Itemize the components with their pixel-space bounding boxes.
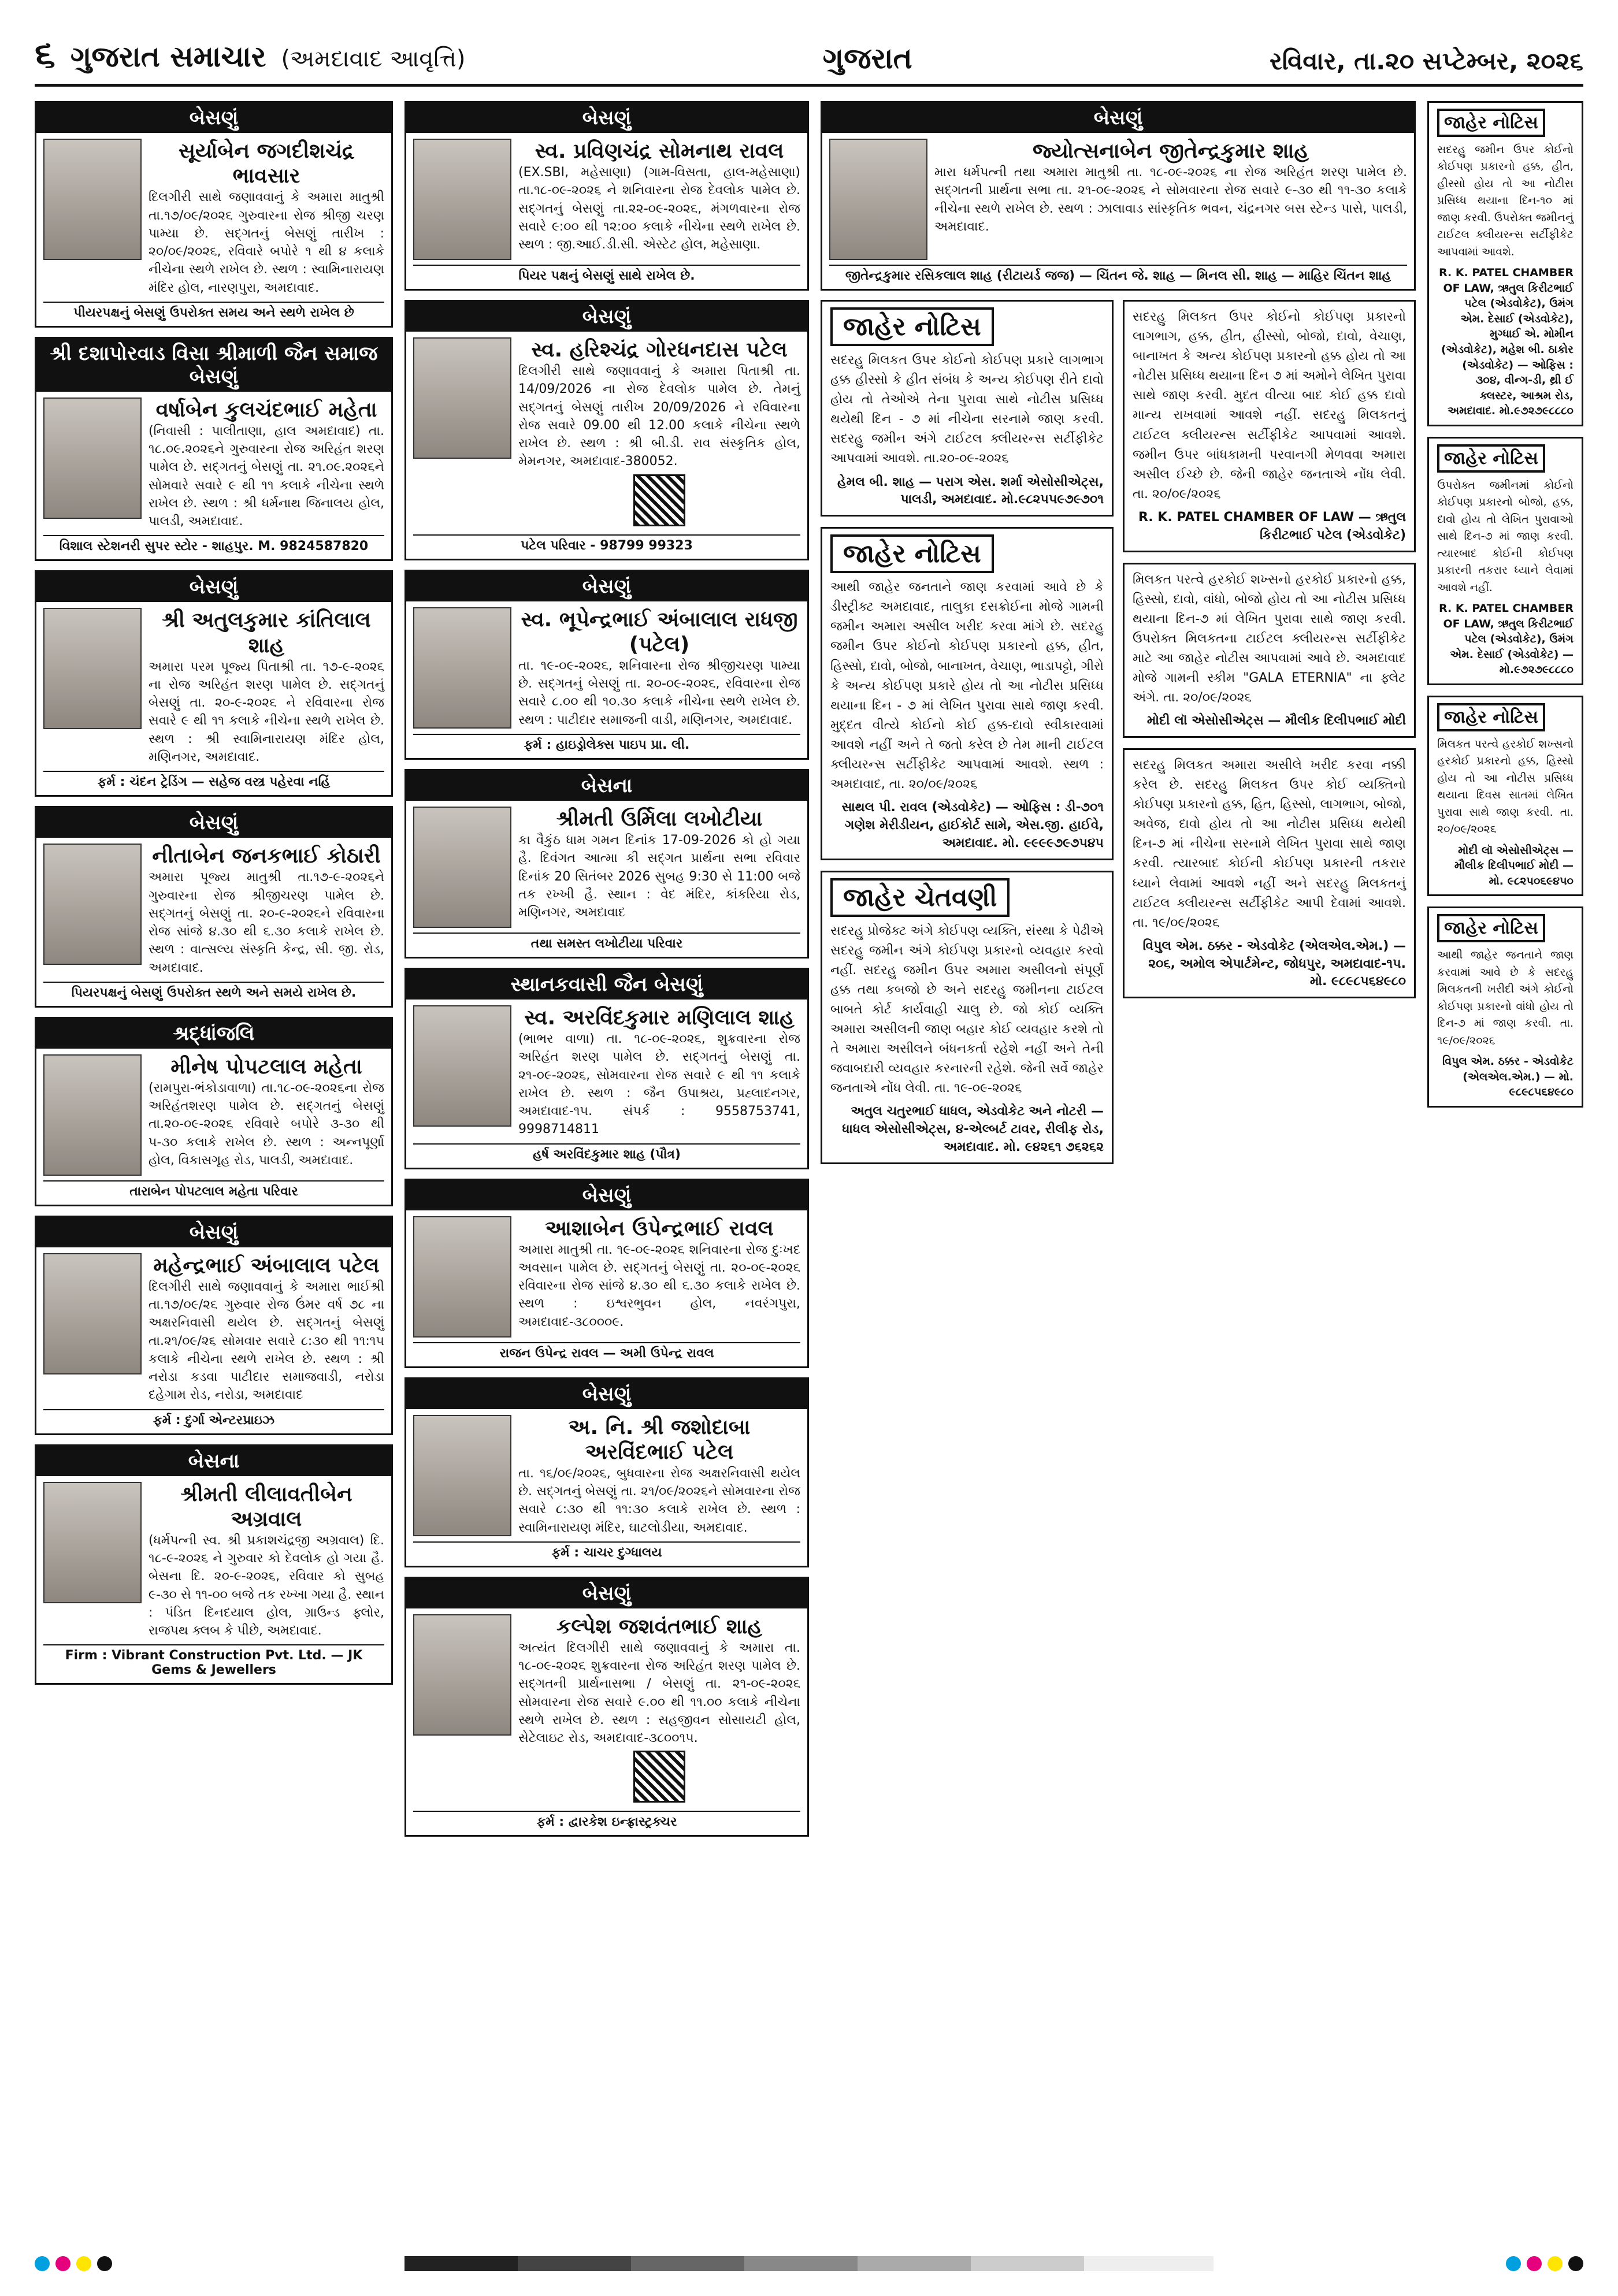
notice-signature: R. K. PATEL CHAMBER OF LAW — ઋતુલ કિરીટભાઈ પટેલ (એડવોકેટ) bbox=[1138, 510, 1406, 543]
portrait-photo bbox=[43, 397, 142, 519]
registration-dots-right bbox=[1506, 2256, 1583, 2271]
portrait-photo bbox=[413, 337, 511, 459]
obituary-notice bbox=[404, 1377, 809, 1567]
notice-footer: વિશાલ સ્ટેશનરી સુપર સ્ટોર - શાહપુર. M. 9824587820 bbox=[43, 535, 384, 553]
obituary-notice bbox=[404, 1179, 809, 1368]
notice-footer: ફર્મ : ચાચર દુગ્ધાલય bbox=[413, 1541, 800, 1560]
notice-content bbox=[518, 1005, 800, 1139]
notice-body: ઉપરોક્ત જમીનમાં કોઈનો કોઈપણ પ્રકારનો બોજો, હક્ક, દાવો હોય તો લેખિત પુરાવાઓ સાથે દિન-૭ માં જાણ કરવી. ત્યારબાદ કોઈની કોઈપણ પ્રકારની તકરાર ધ્યાને લેવામાં આવશે નહીં. bbox=[1437, 479, 1574, 594]
obituary-notice bbox=[404, 101, 809, 291]
notice-body: સદરહુ મિલકત ઉપર કોઈનો કોઈપણ પ્રકારનો લાગભાગ, હક્ક, હીત, હીસ્સો, બોજો, દાવો, વેચાણ, બાનાખત કે અન્ય કોઈપણ પ્રકારનો હક્ક હોય તો આ નોટીસ પ્રસિધ્ધ થયાના દિન ૭ માં અમોને લેખિત પુરાવા સાથે જાણ કરવી. મુદત વીત્યા બાદ કોઈ હક્ક દાવો માન્ય રાખવામાં આવશે નહીં. સદરહુ મિલકતનું ટાઈટલ ક્લીયરન્સ સર્ટીફીકેટ આપવામાં આવશે. જમીન ઉપર બાંધકામની પરવાનગી મેળવવા અમારા અસીલ ઈચ્છે છે. જેની જાહેર જનતાએ નોંધ લેવી. તા. ૨૦/૦૯/૨૦૨૬ bbox=[1133, 310, 1406, 501]
notice-content bbox=[149, 1482, 384, 1640]
obituary-notice bbox=[821, 101, 1416, 291]
notice-text: અત્યંત દિલગીરી સાથે જણાવવાનું કે અમારા તા. ૧૮-૦૯-૨૦૨૬ શુક્રવારના રોજ અરિહંત શરણ પામેલ છે. સદ્‌ગતની પ્રાર્થનાસભા / બેસણું તા. ૨૧-૦૯-૨૦૨૬ સોમવારના રોજ સવારે ૯.૦૦ થી ૧૧.૦૦ કલાકે નીચેના સ્થળે રાખેલ છે. સ્થળ : સહજીવન સોસાયટી હોલ, સેટેલાઇટ રોડ, અમદાવાદ-૩૮૦૦૧૫. bbox=[518, 1641, 800, 1746]
notice-row bbox=[43, 1482, 384, 1640]
notice-text: (ધર્મપત્ની સ્વ. શ્રી પ્રકાશચંદ્રજી અગ્રવાલ) દિ. ૧૮-૯-૨૦૨૬ ને ગુરુવાર કો દેવલોક હો ગયા હૈ. બેસના દિ. ૨૦-૯-૨૦૨૬, રવિવાર કો સુબહ ૯-૩૦ સે ૧૧-૦૦ બજે તક રખ્ખા ગયા હૈ. સ્થાન : પંડિત દિનદયાલ હોલ, ગ્રાઉન્ડ ફ્લોર, રાજપથ ક્લબ કે પીછે, અમદાવાદ. bbox=[149, 1533, 384, 1639]
notice-signature: વિપુલ એમ. ઠક્કર - એડવોકેટ (એલએલ.એમ.) — મો. ૯૮૯૮૫૬૪૯૮૦ bbox=[1442, 1055, 1574, 1099]
notice-footer: રાજન ઉપેન્દ્ર રાવલ — અમી ઉપેન્દ્ર રાવલ bbox=[413, 1342, 800, 1361]
notice-content bbox=[934, 139, 1407, 260]
legal-notices-grid bbox=[821, 300, 1416, 1175]
notice-footer: ફર્મ : દ્વારકેશ ઇન્ફ્રાસ્ટ્રક્ચર bbox=[413, 1811, 800, 1829]
notice-band: બેસણું bbox=[406, 1180, 807, 1210]
deceased-name: સ્વ. પ્રવિણચંદ્ર સોમનાથ રાવલ bbox=[535, 139, 784, 163]
notice-footer: પીયરપક્ષનું બેસણું ઉપરોક્ત સમય અને સ્થળે રાખેલ છે bbox=[43, 302, 384, 320]
deceased-name: નીતાબેન જનકભાઈ કોઠારી bbox=[152, 844, 381, 868]
notice-heading: જાહેર ચેતવણી bbox=[830, 878, 1010, 917]
notice-footer: પિયર પક્ષનું બેસણું સાથે રાખેલ છે. bbox=[413, 265, 800, 283]
notice-row bbox=[43, 397, 384, 531]
notice-text: (ભાભર વાળા) તા. ૧૮-૦૯-૨૦૨૬, શુક્રવારના રોજ અરિહંત શરણ પામેલ છે. સદ્‌ગતનું બેસણું તા. ૨૧-૦૯-૨૦૨૬, સોમવારના રોજ સવારે ૯ થી ૧૧ કલાકે રાખેલ છે. સ્થળ : જૈન ઉપાશ્રય, પ્રહ્લાદનગર, અમદાવાદ-૧૫. સંપર્ક : 9558753741, 9998714811 bbox=[518, 1032, 800, 1137]
legal-notices-left bbox=[821, 300, 1114, 1175]
notice-row bbox=[413, 1216, 800, 1338]
black-dot-icon bbox=[1568, 2256, 1583, 2271]
notice-text: દિલગીરી સાથે જણાવવાનું કે અમારા માતુશ્રી તા.૧૭/૦૯/૨૦૨૬ ગુરુવારના રોજ શ્રીજી ચરણ પામ્યા છે. સદ્‌ગતનું બેસણું તારીખ : ૨૦/૦૯/૨૦૨૬, રવિવારે બપોરે ૧ થી ૪ કલાકે નીચેના સ્થળે રાખેલ છે. સ્થળ : સ્વામિનારાયણ મંદિર હોલ, નારણપુરા, અમદાવાદ. bbox=[149, 190, 384, 295]
cyan-dot-icon bbox=[1506, 2256, 1521, 2271]
notice-band: બેસણું bbox=[822, 103, 1414, 133]
notice-text: અમારા માતુશ્રી તા. ૧૯-૦૯-૨૦૨૬ શનિવારના રોજ દુઃખદ અવસાન પામેલ છે. સદ્‌ગતનું બેસણું તા. ૨૦-૦૯-૨૦૨૬ રવિવારના રોજ સાંજે ૪.૩૦ થી ૬.૩૦ કલાકે રાખેલ છે. સ્થળ : ઇશ્વરભુવન હોલ, નવરંગપુરા, અમદાવાદ-૩૮૦૦૦૯. bbox=[518, 1242, 800, 1329]
notice-content bbox=[149, 397, 384, 531]
notice-band: શ્રી દશાપોરવાડ વિસા શ્રીમાળી જૈન સમાજ બેસણું bbox=[36, 339, 391, 392]
qr-code-icon bbox=[633, 474, 685, 526]
portrait-photo bbox=[43, 1253, 142, 1374]
portrait-photo bbox=[413, 1216, 511, 1338]
notice-content bbox=[518, 139, 800, 260]
public-warning bbox=[821, 871, 1114, 1164]
notice-heading: જાહેર નોટિસ bbox=[830, 534, 994, 573]
notice-band: બેસણું bbox=[36, 808, 391, 838]
portrait-photo bbox=[43, 1482, 142, 1603]
notice-body: સદરહુ મિલકત અમારા અસીલે ખરીદ કરવા નક્કી કરેલ છે. સદરહુ મિલકત ઉપર કોઈ વ્યક્તિનો કોઈપણ પ્રકારનો હક્ક, હિત, હિસ્સો, લાગભાગ, બોજો, અવેજ, દાવો હોય તો આ નોટીસ પ્રસિધ્ધ થયેથી દિન-૭ માં નીચેના સરનામે લેખિત પુરાવા સાથે જાણ કરવી. ત્યારબાદ કોઈની કોઈપણ પ્રકારની તકરાર ધ્યાને લેવામાં આવશે નહીં અને સદરહુ મિલકતનું ટાઈટલ ક્લીયરન્સ સર્ટીફીકેટ આપી દેવામાં આવશે. તા. ૧૯/૦૯/૨૦૨૬ bbox=[1133, 757, 1406, 930]
notice-band: સ્થાનકવાસી જૈન બેસણું bbox=[406, 969, 807, 1000]
notice-band: બેસણું bbox=[406, 103, 807, 133]
obituary-notice bbox=[35, 1216, 393, 1435]
portrait-photo bbox=[413, 807, 511, 928]
notice-footer: પિયરપક્ષનું બેસણું ઉપરોક્ત સ્થળે અને સમયે રાખેલ છે. bbox=[43, 982, 384, 1000]
public-notice bbox=[1427, 437, 1583, 685]
notice-heading: જાહેર નોટિસ bbox=[1437, 444, 1545, 473]
deceased-name: સ્વ. હરિશ્ચંદ્ર ગોરધનદાસ પટેલ bbox=[531, 338, 788, 362]
cyan-dot-icon bbox=[35, 2256, 50, 2271]
legal-notices-right bbox=[1123, 300, 1416, 1009]
deceased-name: વર્ષાબેન કુલચંદભાઈ મહેતા bbox=[155, 397, 377, 422]
public-notice bbox=[821, 527, 1114, 860]
notice-band: બેસણું bbox=[36, 572, 391, 602]
deceased-name: મીનેષ પોપટલાલ મહેતા bbox=[170, 1054, 362, 1079]
deceased-name: શ્રીમતી લીલાવતીબેન અગ્રવાલ bbox=[180, 1482, 352, 1531]
deceased-name: જ્યોત્સનાબેન જીતેન્દ્રકુમાર શાહ bbox=[1033, 139, 1309, 163]
notice-signature: હેમલ બી. શાહ — પરાગ એસ. શર્મા એસોસીએટ્સ, પાલડી, અમદાવાદ. મો.૯૮૨૫૫૯૭૯૭૦૧ bbox=[837, 474, 1104, 507]
notice-signature: મોદી લૉ એસોસીએટ્સ — મૌલીક દિલીપભાઈ મોદી bbox=[1146, 714, 1406, 729]
notice-row bbox=[413, 139, 800, 260]
deceased-name: સ્વ. ભૂપેન્દ્રભાઈ અંબાલાલ રાધજી (પટેલ) bbox=[521, 607, 798, 656]
qr-code-icon bbox=[633, 1751, 685, 1803]
notice-content bbox=[518, 807, 800, 928]
deceased-name: મહેન્દ્રભાઈ અંબાલાલ પટેલ bbox=[153, 1253, 380, 1277]
notice-signature: મોદી લૉ એસોસીએટ્સ — મૌલીક દિલીપભાઈ મોદી — મો. ૯૮૨૫૦૬૯૪૫૦ bbox=[1454, 844, 1574, 887]
notice-band: બેસણું bbox=[406, 1578, 807, 1608]
edition-label: (અમદાવાદ આવૃત્તિ) bbox=[281, 46, 466, 72]
notice-row bbox=[43, 1253, 384, 1405]
notice-content bbox=[149, 608, 384, 766]
yellow-dot-icon bbox=[76, 2256, 91, 2271]
obituary-notice bbox=[35, 101, 393, 328]
notice-text: (EX.SBI, મહેસાણા) (ગામ-વિસતા, હાલ-મહેસાણા) તા.૧૮-૦૯-૨૦૨૬ ને શનિવારના રોજ દેવલોક પામેલ છે. સદ્‌ગતનું બેસણું તા.૨૨-૦૯-૨૦૨૬, મંગળવારના રોજ સવારે ૯:૦૦ થી ૧૨:૦૦ કલાકે નીચેના સ્થળે રાખેલ છે. સ્થળ : જી.આઈ.ડી.સી. એસ્ટેટ હોલ, મહેસાણા. bbox=[518, 165, 800, 252]
notice-heading: જાહેર નોટિસ bbox=[830, 307, 994, 346]
notice-footer: તથા સમસ્ત લખોટીયા પરિવાર bbox=[413, 932, 800, 951]
deceased-name: અ. નિ. શ્રી જશોદાબા અરવિંદભાઈ પટેલ bbox=[568, 1415, 751, 1464]
black-dot-icon bbox=[97, 2256, 112, 2271]
notice-signature: અતુલ ચતુરભાઈ ધાધલ, એડવોકેટ અને નોટરી — ધાધલ એસોસીએટ્સ, ૪-એલ્બર્ટ ટાવર, રીલીફ રોડ, અમદાવાદ. મો. ૯૪૨૬૧ ૭૬૨૬૨ bbox=[842, 1104, 1104, 1155]
obituary-notice bbox=[404, 968, 809, 1169]
portrait-photo bbox=[413, 1415, 511, 1536]
portrait-photo bbox=[43, 139, 142, 260]
notice-band: બેસણું bbox=[36, 1217, 391, 1247]
magenta-dot-icon bbox=[55, 2256, 70, 2271]
obituary-notice bbox=[35, 1017, 393, 1206]
notice-body: સદરહુ પ્રોજેક્ટ અંગે કોઈપણ વ્યક્તિ, સંસ્થા કે પેઢીએ સદરહુ જમીન અંગે કોઈપણ પ્રકારનો વ્યવહાર કરવો નહીં. સદરહુ જમીન ઉપર અમારા અસીલનો સંપૂર્ણ હક્ક તથા કબજો છે અને સદરહુ જમીનના ટાઈટલ બાબતે કોર્ટ કાર્યવાહી ચાલુ છે. જો કોઈ વ્યક્તિ અમારા અસીલની જાણ બહાર કોઈ વ્યવહાર કરશે તો તે અમારા અસીલને બંધનકર્તા રહેશે નહીં અને તેની જવાબદારી વ્યવહાર કરનારની રહેશે. જેની સર્વે જાહેર જનતાએ નોંધ લેવી. તા. ૧૯-૦૯-૨૦૨૬ bbox=[830, 923, 1104, 1096]
notice-footer: Firm : Vibrant Construction Pvt. Ltd. — JK Gems & Jewellers bbox=[43, 1644, 384, 1677]
page-number: ૬ bbox=[35, 33, 55, 76]
notice-footer: તારાબેન પોપટલાલ મહેતા પરિવાર bbox=[43, 1180, 384, 1199]
notice-body: સદરહુ જમીન ઉપર કોઈનો કોઈપણ પ્રકારનો હક્ક, હીત, હીસ્સો હોય તો આ નોટીસ પ્રસિધ્ધ થયાના દિન-૧૦ માં જાણ કરવી. ઉપરોક્ત જમીનનું ટાઈટલ ક્લીયરન્સ સર્ટીફીકેટ આપવામાં આવશે. bbox=[1437, 143, 1574, 258]
public-notice-continued bbox=[1123, 563, 1416, 738]
public-notice-continued bbox=[1123, 300, 1416, 552]
public-notice bbox=[1427, 906, 1583, 1107]
notice-footer: ફર્મ : ચંદન ટ્રેડિંગ — સહેજ વસ્ત્ર પહેરવા નહિં bbox=[43, 771, 384, 789]
newspaper-title: ગુજરાત સમાચાર bbox=[70, 40, 266, 73]
notice-text: અમારા પરમ પૂજ્ય પિતાશ્રી તા. ૧૭-૯-૨૦૨૬ ના રોજ અરિહંત શરણ પામેલ છે. સદ્‌ગતનું બેસણું તા. ૨૦-૯-૨૦૨૬ ને રવિવારના રોજ સવારે ૯ થી ૧૧ કલાકે નીચેના સ્થળે રાખેલ છે. સ્થળ : શ્રી સ્વામિનારાયણ મંદિર હોલ, મણિનગર, અમદાવાદ. bbox=[149, 659, 384, 764]
notice-text: દિલગીરી સાથે જણાવવાનું કે અમારા પિતાશ્રી તા. 14/09/2026 ના રોજ દેવલોક પામેલ છે. તેમનું સદ્‌ગતનું બેસણું તારીખ 20/09/2026 ને રવિવારના રોજ સવારે 09.00 થી 12.00 કલાકે નીચેના સ્થળે રાખેલ છે. સ્થળ : શ્રી બી.ડી. રાવ સંસ્કૃતિક હોલ, મેમનગર, અમદાવાદ-380052. bbox=[518, 364, 800, 469]
notice-row bbox=[43, 844, 384, 977]
deceased-name: સૂર્યાબેન જગદીશચંદ્ર ભાવસાર bbox=[178, 139, 355, 188]
notice-body: આથી જાહેર જનતાને જાણ કરવામાં આવે છે કે સદરહુ મિલકતની ખરીદી અંગે કોઈનો કોઈપણ પ્રકારનો વાંધો હોય તો દિન-૭ માં જાણ કરવી. તા. ૧૯/૦૯/૨૦૨૬ bbox=[1437, 949, 1574, 1047]
obituary-notice bbox=[404, 769, 809, 958]
public-notice bbox=[821, 300, 1114, 517]
notice-text: (નિવાસી : પાલીતાણા, હાલ અમદાવાદ) તા. ૧૮.૦૯.૨૦૨૬ને ગુરુવારના રોજ અરિહંત શરણ પામેલ છે. સદ્‌ગતનું બેસણું તા. ૨૧.૦૯.૨૦૨૬ને સોમવારે સવારે ૯ થી ૧૧ કલાકે નીચેના સ્થળે રાખેલ છે. સ્થળ : શ્રી ધર્મનાથ જિનાલય હોલ, પાલડી, અમદાવાદ. bbox=[149, 423, 384, 529]
notice-body: મિલકત પરત્વે હરકોઈ શખ્સનો હરકોઈ પ્રકારનો હક્ક, હિસ્સો, દાવો, વાંધો, બોજો હોય તો આ નોટીસ પ્રસિધ્ધ થયાના દિન-૭ માં લેખિત પુરાવા સાથે જાણ કરવી. ઉપરોક્ત મિલકતના ટાઈટલ ક્લીયરન્સ સર્ટીફીકેટ માટે આ જાહેર નોટીસ આપવામાં આવે છે. અમદાવાદ મોજે ગામની સ્કીમ "GALA ETERNIA" ના ફ્લેટ અંગે. તા. ૨૦/૦૯/૨૦૨૬ bbox=[1133, 572, 1406, 705]
notice-band: બેસણું bbox=[406, 302, 807, 332]
notice-text: અમારા પૂજ્ય માતુશ્રી તા.૧૭-૯-૨૦૨૬ને ગુરુવારના રોજ શ્રીજીચરણ પામેલ છે. સદ્‌ગતનું બેસણું તા. ૨૦-૯-૨૦૨૬ને રવિવારના રોજ સાંજે ૪.૩૦ થી ૬.૩૦ કલાકે રાખેલ છે. સ્થળ : વાત્સલ્ય સંસ્કૃતિ કેન્દ્ર, સી. જી. રોડ, અમદાવાદ. bbox=[149, 870, 384, 975]
notice-body: આથી જાહેર જનતાને જાણ કરવામાં આવે છે કે ડીસ્ટ્રીક્ટ અમદાવાદ, તાલુકા દસક્રોઈના મોજે ગામની જમીન અમારા અસીલ ખરીદ કરવા માંગે છે. સદરહુ જમીન ઉપર કોઈનો કોઈપણ પ્રકારનો હક્ક, હીત, હિસ્સો, દાવો, બોજો, બાનાખત, વેચાણ, ભાડાપટ્ટો, ગીરો કે અન્ય કોઈપણ પ્રકારે હોય તો આ નોટીસ પ્રસિધ્ધ થયાના દિન - ૭ માં લેખિત પુરાવા સાથે જાણ કરવી. મુદ્દત વીત્યે કોઈનો કોઈ હક્ક-દાવો સ્વીકારવામાં આવશે નહીં અને તે જતો કરેલ છે તેમ માની ટાઈટલ ક્લીયરન્સ સર્ટીફીકેટ આપવામાં આવશે. સ્થળ : અમદાવાદ, તા. ૨૦/૦૯/૨૦૨૬ bbox=[830, 580, 1104, 792]
magenta-dot-icon bbox=[1527, 2256, 1542, 2271]
obituary-notice bbox=[35, 570, 393, 797]
column-3 bbox=[821, 101, 1416, 1175]
notice-text: તા. ૧૯-૦૯-૨૦૨૬, શનિવારના રોજ શ્રીજીચરણ પામ્યા છે. સદ્‌ગતનું બેસણું તા. ૨૦-૦૯-૨૦૨૬, રવિવારના રોજ સવારે ૮.૦૦ થી ૧૦.૩૦ કલાકે નીચેના સ્થળે રાખેલ છે. સ્થળ : પાટીદાર સમાજની વાડી, મણિનગર, અમદાવાદ. bbox=[518, 658, 800, 727]
notice-band: બેસણું bbox=[406, 1379, 807, 1409]
yellow-dot-icon bbox=[1548, 2256, 1563, 2271]
notice-band: બેસણું bbox=[406, 571, 807, 601]
notice-row bbox=[43, 1054, 384, 1176]
print-registration-bar bbox=[35, 2253, 1583, 2274]
notice-band: બેસના bbox=[406, 771, 807, 801]
public-notice-continued bbox=[1123, 748, 1416, 998]
notice-footer: પટેલ પરિવાર - 98799 99323 bbox=[413, 534, 800, 553]
notice-content bbox=[518, 337, 800, 530]
notice-content bbox=[149, 1054, 384, 1176]
portrait-photo bbox=[413, 139, 511, 260]
obituary-notice bbox=[404, 1577, 809, 1837]
notice-heading: જાહેર નોટિસ bbox=[1437, 109, 1545, 137]
notice-band: શ્રદ્ધાંજલિ bbox=[36, 1019, 391, 1049]
notice-footer: ફર્મ : દુર્ગા એન્ટરપ્રાઇઝ bbox=[43, 1409, 384, 1428]
notice-row bbox=[413, 337, 800, 530]
portrait-photo bbox=[413, 1614, 511, 1736]
notice-text: કા વૈકુંઠ ધામ ગમન દિનાંક 17-09-2026 કો હો ગયા હૈ. દિવંગત આત્મા કી સદ્ગત પ્રાર્થના સભા રવિવાર દિનાંક 20 સિતંબર 2026 સુબહ 9:30 સે 11:00 બજે તક રખ્ખી હૈ. સ્થાન : વેદ મંદિર, કાંકરિયા રોડ, મણિનગર, અમદાવાદ bbox=[518, 833, 800, 920]
notice-content bbox=[149, 1253, 384, 1405]
notice-row bbox=[829, 139, 1407, 260]
portrait-photo bbox=[829, 139, 927, 260]
public-notice bbox=[1427, 696, 1583, 896]
notice-content bbox=[518, 1415, 800, 1537]
portrait-photo bbox=[43, 844, 142, 965]
masthead-left bbox=[35, 33, 465, 76]
deceased-name: આશાબેન ઉપેન્દ્રભાઈ રાવલ bbox=[545, 1216, 774, 1240]
notice-text: મારા ધર્મપત્ની તથા અમારા માતુશ્રી તા. ૧૮-૦૯-૨૦૨૬ ના રોજ અરિહંત શરણ પામેલ છે. સદ્‌ગતની પ્રાર્થના સભા તા. ૨૧-૦૯-૨૦૨૬ ને સોમવારના રોજ સવારે ૯-૩૦ થી ૧૧-૩૦ કલાકે નીચેના સ્થળે રાખેલ છે. સ્થળ : ઝાલાવાડ સાંસ્કૃતિક ભવન, ચંદ્રનગર બસ સ્ટેન્ડ પાસે, પાલડી, અમદાવાદ. bbox=[934, 165, 1407, 234]
portrait-photo bbox=[43, 1054, 142, 1176]
grey-scale-bar bbox=[404, 2256, 1214, 2271]
notice-row bbox=[413, 607, 800, 729]
portrait-photo bbox=[413, 607, 511, 729]
notice-signature: સાથલ પી. રાવલ (એડવોકેટ) — ઓફિસ : ડી-૭૦૧ ગણેશ મેરીડીયન, હાઈકોર્ટ સામે, એસ.જી. હાઈવે, અમદાવાદ. મો. ૯૯૯૯૭૯૭૫૪૫ bbox=[841, 800, 1104, 850]
notice-row bbox=[43, 608, 384, 766]
notice-text: દિલગીરી સાથે જણાવવાનું કે અમારા ભાઈશ્રી તા.૧૭/૦૯/૨૬ ગુરુવાર રોજ ઉંમર વર્ષ ૭૮ ના અક્ષરનિવાસી થયેલ છે. સદ્‌ગતનું બેસણું તા.૨૧/૦૯/૨૬ સોમવાર સવારે ૮:૩૦ થી ૧૧:૧૫ કલાકે નીચેના સ્થળે રાખેલ છે. સ્થળ : શ્રી નરોડા કડવા પાટીદાર સમાજવાડી, નરોડા દહેગામ રોડ, નરોડા, અમદાવાદ bbox=[149, 1279, 384, 1403]
obituary-notice bbox=[404, 300, 809, 560]
notice-row bbox=[413, 1005, 800, 1139]
notice-footer: હર્ષ અરવિંદકુમાર શાહ (પૌત્ર) bbox=[413, 1143, 800, 1162]
notice-content bbox=[149, 139, 384, 297]
notice-text: તા. ૧૬/૦૯/૨૦૨૬, બુધવારના રોજ અક્ષરનિવાસી થયેલ છે. સદ્‌ગતનું બેસણું તા. ૨૧/૦૯/૨૦૨૬ને સોમવારના રોજ સવારે ૮:૩૦ થી ૧૧:૩૦ કલાકે રાખેલ છે. સ્થળ : સ્વામિનારાયણ મંદિર, ઘાટલોડીયા, અમદાવાદ. bbox=[518, 1466, 800, 1535]
notice-band: બેસના bbox=[36, 1446, 391, 1476]
portrait-photo bbox=[413, 1005, 511, 1127]
obituary-notice bbox=[404, 570, 809, 760]
column-1 bbox=[35, 101, 393, 1694]
notice-row bbox=[413, 1415, 800, 1537]
notice-heading: જાહેર નોટિસ bbox=[1437, 914, 1545, 942]
deceased-name: શ્રી અતુલકુમાર કાંતિલાલ શાહ bbox=[162, 608, 371, 657]
notice-signature: R. K. PATEL CHAMBER OF LAW, ઋતુલ કિરીટભાઈ પટેલ (એડવોકેટ), ઉમંગ એમ. દેસાઈ (એડવોકેટ), મુગ્ધાઈ એ. મોમીન (એડવોકેટ), મહેશ બી. ઠાકોર (એડવોકેટ) — ઓફિસ : ૩૦૪, વીન્ગ-ડી, થ્રી ઈ ક્લસ્ટર, આશ્રમ રોડ, અમદાવાદ. મો.૯૭૨૭૯૮૮૮૦ bbox=[1439, 266, 1574, 418]
portrait-photo bbox=[43, 608, 142, 729]
notice-footer: ફર્મ : હાઇડ્રોલેક્સ પાઇપ પ્રા. લી. bbox=[413, 734, 800, 752]
notice-signature: વિપુલ એમ. ઠક્કર - એડવોકેટ (એલએલ.એમ.) — ૨૦૬, અમોલ એપાર્ટમેન્ટ, જોધપુર, અમદાવાદ-૧૫. મો. ૯૮૯૮૫૬૪૯૮૦ bbox=[1142, 938, 1406, 989]
notice-heading: જાહેર નોટિસ bbox=[1437, 703, 1545, 731]
notice-band: બેસણું bbox=[36, 103, 391, 133]
notice-footer: જીતેન્દ્રકુમાર રસિકલાલ શાહ (રીટાયર્ડ જજ) — ચિંતન જે. શાહ — મિનલ સી. શાહ — માહિર ચિંતન શાહ bbox=[829, 265, 1407, 283]
notice-row bbox=[413, 1614, 800, 1807]
notice-text: (રામપુરા-ભંકોડાવાળા) તા.૧૮-૦૯-૨૦૨૬ના રોજ અરિહંતશરણ પામેલ છે. સદ્‌ગતનું બેસણું તા.૨૦-૦૯-૨૦૨૬ રવિવારે બપોરે ૩-૩૦ થી ૫-૩૦ કલાકે રાખેલ છે. સ્થળ : અન્નપૂર્ણા હોલ, વિકાસગૃહ રોડ, પાલડી, અમદાવાદ. bbox=[149, 1080, 384, 1168]
registration-dots-left bbox=[35, 2256, 112, 2271]
deceased-name: સ્વ. અરવિંદકુમાર મણિલાલ શાહ bbox=[524, 1005, 795, 1030]
column-4 bbox=[1427, 101, 1583, 1118]
notice-body: સદરહુ મિલકત ઉપર કોઈનો કોઈપણ પ્રકારે લાગભાગ હક્ક હીસ્સો કે હીત સંબંધ કે અન્ય કોઈપણ રીતે દાવો હોય તો તેઓએ તેના પુરાવા સાથે નોટીસ પ્રસિધ્ધ થયેથી દિન - ૭ માં નીચેના સરનામે જાણ કરવી. સદરહુ જમીન અંગે ટાઈટલ ક્લીયરન્સ સર્ટીફીકેટ આપવામાં આવશે. તા.૨૦-૦૯-૨૦૨૬ bbox=[830, 353, 1104, 466]
notice-content bbox=[518, 1216, 800, 1338]
section-title: ગુજરાત bbox=[822, 42, 912, 75]
notice-row bbox=[413, 807, 800, 928]
obituary-notice bbox=[35, 1444, 393, 1685]
notice-body: મિલકત પરત્વે હરકોઈ શખ્સનો હરકોઈ પ્રકારનો હક્ક, હિસ્સો હોય તો આ નોટીસ પ્રસિધ્ધ થયાના દિવસ સાતમાં લેખિત પુરાવા સાથે જાણ કરવી. તા. ૨૦/૦૯/૨૦૨૬ bbox=[1437, 738, 1574, 836]
obituary-notice bbox=[35, 337, 393, 562]
notice-row bbox=[43, 139, 384, 297]
deceased-name: શ્રીમતી ઉર્મિલા લખોટીયા bbox=[556, 807, 763, 831]
masthead bbox=[35, 23, 1583, 87]
notice-content bbox=[149, 844, 384, 977]
notice-content bbox=[518, 1614, 800, 1807]
notice-signature: R. K. PATEL CHAMBER OF LAW, ઋતુલ કિરીટભાઈ પટેલ (એડવોકેટ), ઉમંગ એમ. દેસાઈ (એડવોકેટ) — મો.૯૭૨૭૯૮૮૮૦ bbox=[1439, 602, 1574, 677]
obituary-notice bbox=[35, 806, 393, 1008]
issue-date: રવિવાર, તા.૨૦ સપ્ટેમ્બર, ૨૦૨૬ bbox=[1270, 47, 1583, 75]
notice-content bbox=[518, 607, 800, 729]
public-notice bbox=[1427, 101, 1583, 426]
deceased-name: કલ્પેશ જશવંતભાઈ શાહ bbox=[556, 1614, 762, 1639]
column-2 bbox=[404, 101, 809, 1846]
